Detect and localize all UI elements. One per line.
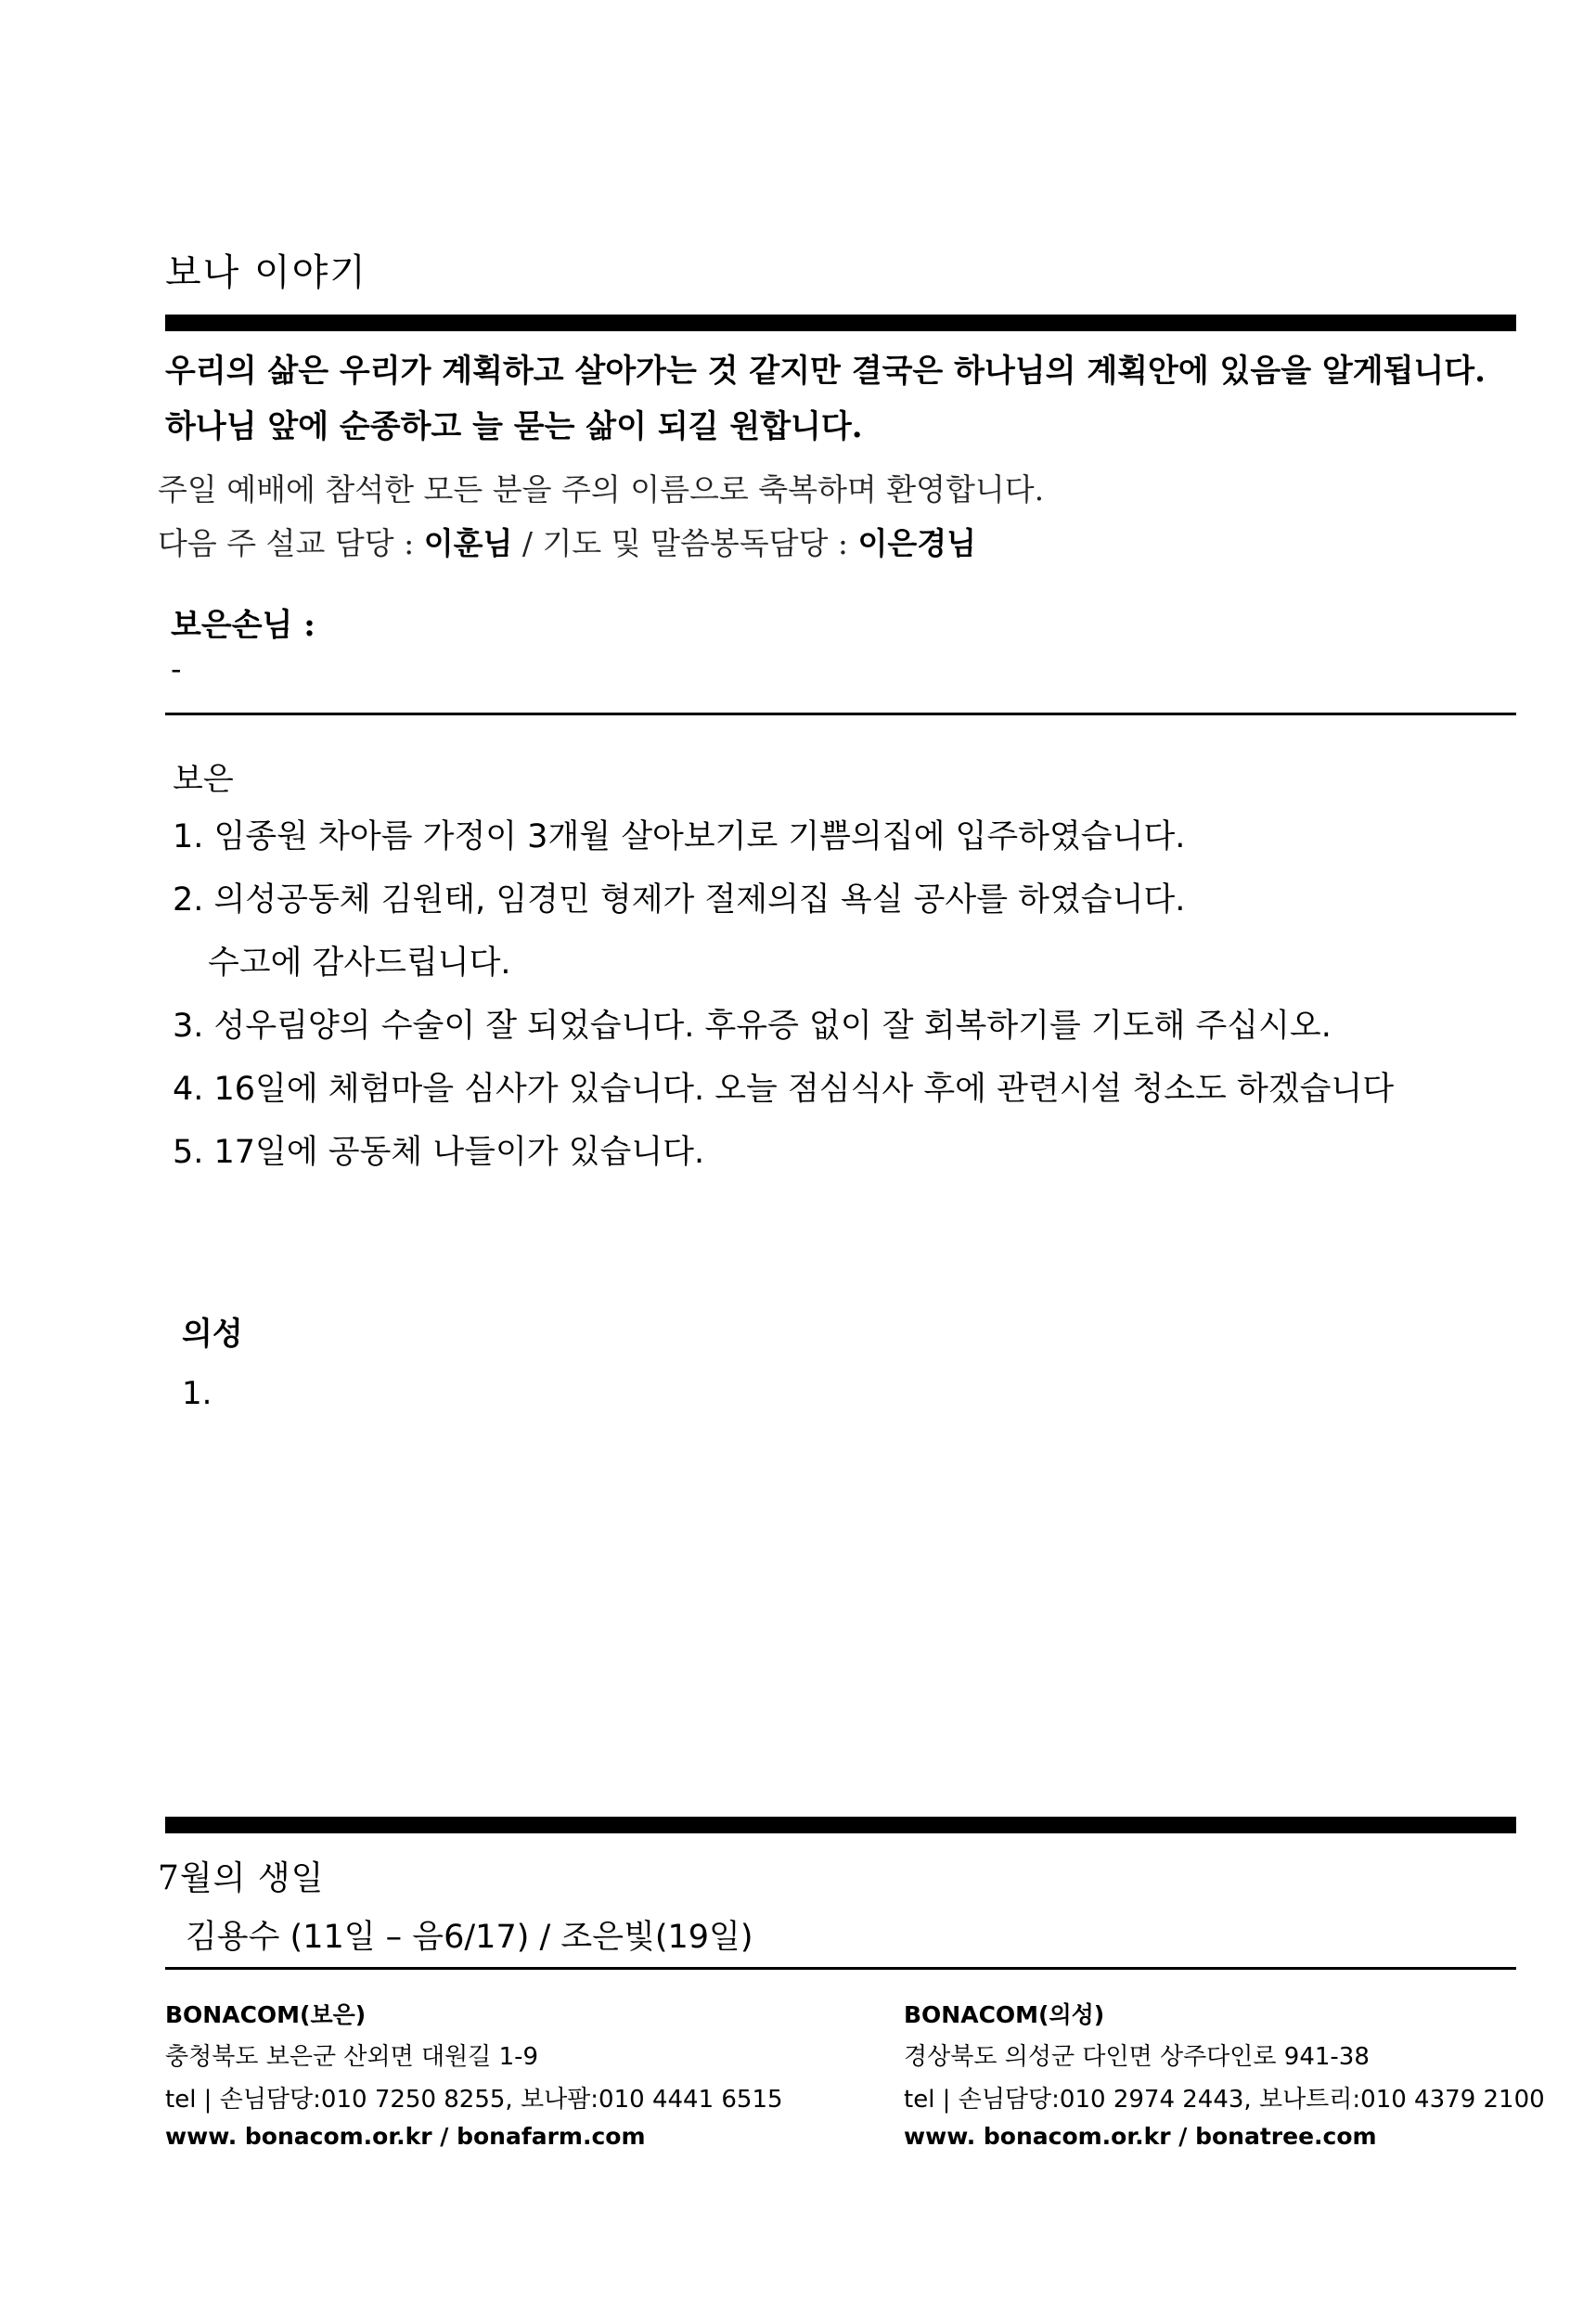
org-uiseong-address: 경상북도 의성군 다인면 상주다인로 941-38 [904,2043,1370,2071]
welcome-line: 주일 예배에 참석한 모든 분을 주의 이름으로 축복하며 환영합니다. [158,471,1045,508]
sermon-label: 다음 주 설교 담당 : [158,525,424,561]
thick-divider-top [165,315,1516,331]
boeun-news-item: 4. 16일에 체험마을 심사가 있습니다. 오늘 점심식사 후에 관련시설 청소도 하겠습니다 [173,1071,1395,1108]
boeun-news-item: 5. 17일에 공동체 나들이가 있습니다. [173,1134,705,1171]
next-week-duties [158,520,976,563]
uiseong-news-item: 1. [182,1375,212,1412]
uiseong-heading: 의성 [182,1316,243,1353]
prayer-label: / 기도 및 말씀봉독담당 : [512,525,858,561]
boeun-news-item: 2. 의성공동체 김원태, 임경민 형제가 절제의집 욕실 공사를 하였습니다. [173,881,1186,919]
org-boeun-address: 충청북도 보은군 산외면 대원길 1-9 [165,2043,539,2071]
intro-line-2: 하나님 앞에 순종하고 늘 묻는 삶이 되길 원합니다. [165,408,863,445]
birthday-title: 7월의 생일 [158,1859,325,1897]
org-uiseong-web: www. bonacom.or.kr / bonatree.com [904,2123,1377,2150]
intro-line-1: 우리의 삶은 우리가 계획하고 살아가는 것 같지만 결국은 하나님의 계획안에 있음을 알게됩니다. [165,353,1486,390]
boeun-news-item: 3. 성우림양의 수술이 잘 되었습니다. 후유증 없이 잘 회복하기를 기도해 주십시오. [173,1008,1332,1045]
section-title: 보나 이야기 [165,251,367,294]
divider-bottom [165,1967,1516,1970]
guests-value: - [171,651,182,687]
guests-label: 보은손님 : [171,607,315,644]
boeun-heading: 보은 [173,761,234,798]
org-boeun-name: BONACOM(보은) [165,2001,367,2028]
org-boeun-web: www. bonacom.or.kr / bonafarm.com [165,2123,646,2150]
boeun-news-item-continuation: 수고에 감사드립니다. [208,945,511,982]
org-uiseong-name: BONACOM(의성) [904,2001,1105,2028]
org-uiseong-tel: tel | 손님담당:010 2974 2443, 보나트리:010 4379 2100 [904,2086,1545,2114]
prayer-name: 이은경님 [857,525,976,561]
birthday-list: 김용수 (11일 – 음6/17) / 조은빛(19일) [186,1919,753,1956]
org-boeun-tel: tel | 손님담당:010 7250 8255, 보나팜:010 4441 6515 [165,2086,783,2114]
sermon-name: 이훈님 [423,525,513,561]
boeun-news-item: 1. 임종원 차아름 가정이 3개월 살아보기로 기쁨의집에 입주하였습니다. [173,818,1186,855]
thick-divider-bottom [165,1817,1516,1833]
divider-mid [165,713,1516,715]
